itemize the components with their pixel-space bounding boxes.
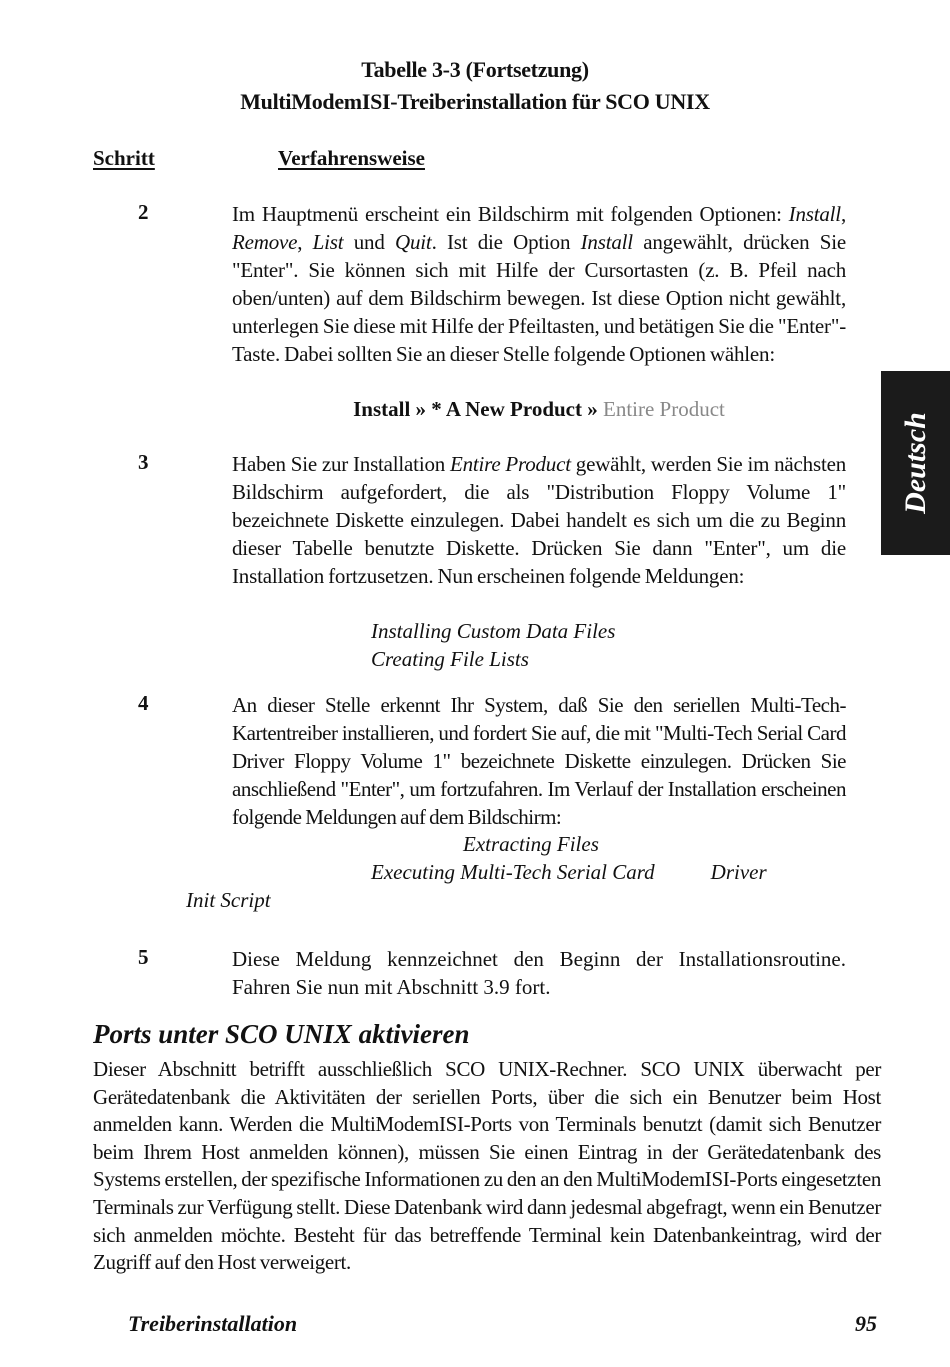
side-tab-label: Deutsch xyxy=(898,412,932,514)
table-title: Tabelle 3-3 (Fortsetzung) xyxy=(361,57,589,82)
language-side-tab xyxy=(881,371,950,555)
column-heading-procedure: Verfahrensweise xyxy=(278,146,425,170)
step-number-5: 5 xyxy=(138,945,149,969)
step-4-text: An dieser Stelle erkennt Ihr System, daß Sie den seriellen Multi-Tech-Kartentreiber installieren, und fordert Sie auf, die mit "Multi-Tech Serial Card Driver Floppy Volume 1" bezeichnete Diskette einzulegen. Drücken Sie anschließend "Enter", um fortzufahren. Im Verlauf der Installation erscheinen folgende Meldungen auf dem Bildschirm: xyxy=(232,693,846,829)
step-number-3: 3 xyxy=(138,450,149,474)
section-heading: Ports unter SCO UNIX aktivieren xyxy=(93,1019,470,1049)
step-2-menu-path: Install » * A New Product » Entire Product xyxy=(353,397,725,421)
step-number-2: 2 xyxy=(138,200,149,224)
step-5-text: Diese Meldung kennzeichnet den Beginn der Installationsroutine. Fahren Sie nun mit Abschnitt 3.9 fort. xyxy=(232,947,846,999)
step-number-4: 4 xyxy=(138,691,149,715)
footer-chapter-title: Treiberinstallation xyxy=(128,1311,298,1336)
step-3-message-1: Installing Custom Data Files xyxy=(371,619,616,643)
step-4-message-3: Init Script xyxy=(186,888,271,912)
page-number: 95 xyxy=(855,1311,877,1336)
step-4-message-2: Executing Multi-Tech Serial Card Driver xyxy=(371,860,767,884)
step-2-text: Im Hauptmenü erscheint ein Bildschirm mit folgenden Optionen: Install, Remove, List und Quit. Ist die Option Install angewählt, drücken Sie "Enter". Sie können sich mit Hilfe der Cursortasten (z. B. Pfeil nach oben/unten) auf dem Bildschirm bewegen. Ist diese Option nicht gewählt, unterlegen Sie diese mit Hilfe der Pfeiltasten, und betätigen Sie die "Enter"-Taste. Dabei sollten Sie an dieser Stelle folgende Optionen wählen: xyxy=(232,202,846,366)
step-3-text: Haben Sie zur Installation Entire Product gewählt, werden Sie im nächsten Bildschirm aufgefordert, die als "Distribution Floppy Volume 1" bezeichnete Diskette einzulegen. Dabei handelt es sich um die zu Beginn dieser Tabelle benutzte Diskette. Drücken Sie dann "Enter", um die Installation fortzusetzen. Nun erscheinen folgende Meldungen: xyxy=(232,452,846,588)
step-3-message-2: Creating File Lists xyxy=(371,647,529,671)
section-paragraph: Dieser Abschnitt betrifft ausschließlich SCO UNIX-Rechner. SCO UNIX überwacht per Gerätedatenbank die Aktivitäten der seriellen Ports, über die sich ein Benutzer beim Host anmelden kann. Werden die MultiModemISI-Ports von Terminals benutzt (damit sich Benutzer beim Ihrem Host anmelden können), müssen Sie einen Eintrag in der Gerätedatenbank des Systems erstellen, der spezifische Informationen zu den an den MultiModemISI-Ports eingesetzten Terminals zur Verfügung stellt. Diese Datenbank wird dann jedesmal abgefragt, wenn ein Benutzer sich anmelden möchte. Besteht für das betreffende Terminal kein Datenbankeintrag, wird der Zugriff auf den Host verweigert. xyxy=(93,1057,881,1275)
step-4-message-1: Extracting Files xyxy=(463,832,599,856)
table-subtitle: MultiModemISI-Treiberinstallation für SCO UNIX xyxy=(240,89,710,114)
column-heading-step: Schritt xyxy=(93,146,155,170)
